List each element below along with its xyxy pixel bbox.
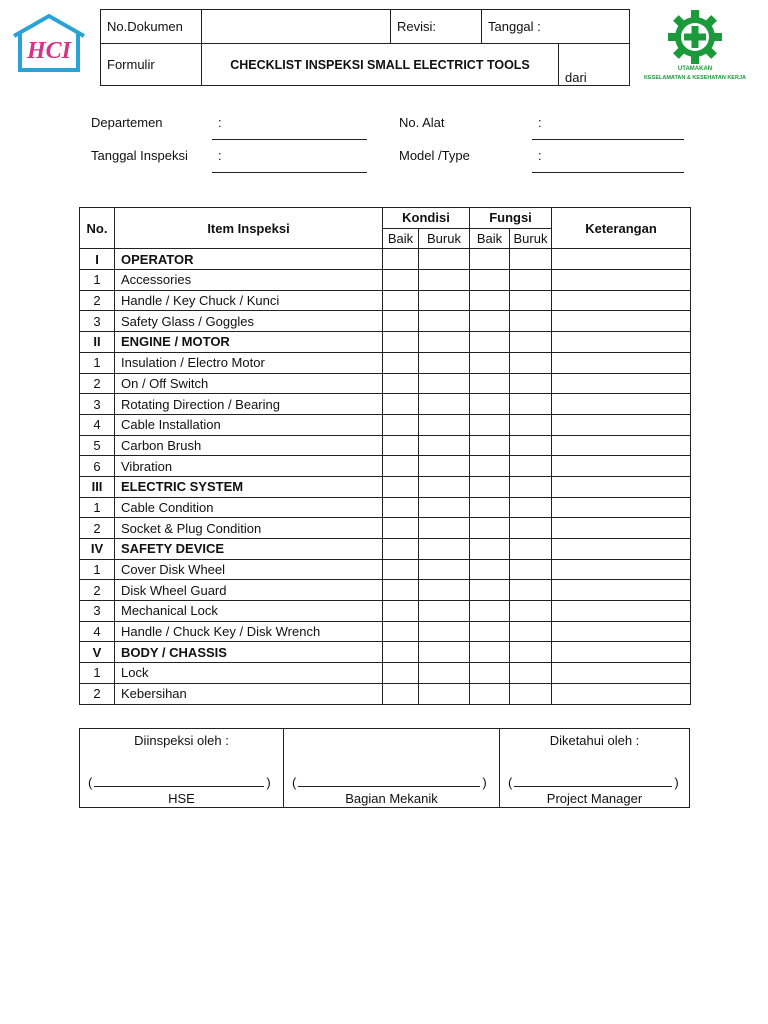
fungsi-baik-cell[interactable] (470, 270, 510, 291)
table-row (80, 601, 691, 622)
fungsi-buruk-cell[interactable] (510, 270, 552, 291)
keterangan-cell[interactable] (552, 518, 691, 539)
table-row (80, 394, 691, 415)
row-item: Accessories (115, 270, 383, 291)
keterangan-cell[interactable] (552, 683, 691, 704)
section-row (80, 642, 691, 663)
keterangan-cell[interactable] (552, 476, 691, 497)
keterangan-cell[interactable] (552, 373, 691, 394)
kondisi-baik-cell[interactable] (383, 621, 419, 642)
row-number: 4 (80, 621, 115, 642)
row-number: 2 (80, 580, 115, 601)
kondisi-buruk-cell[interactable] (419, 580, 470, 601)
fungsi-buruk-cell[interactable] (510, 621, 552, 642)
fungsi-baik-cell[interactable] (470, 290, 510, 311)
paren-close: ) (482, 775, 487, 790)
fungsi-buruk-cell[interactable] (510, 414, 552, 435)
row-item: Mechanical Lock (115, 601, 383, 622)
model-type-colon: : (538, 148, 542, 163)
fungsi-buruk-cell[interactable] (510, 663, 552, 684)
fungsi-baik-cell[interactable] (470, 332, 510, 353)
col-no: No. (80, 208, 115, 249)
no-alat-field[interactable] (532, 139, 684, 140)
sig-mekanik (284, 729, 500, 808)
kondisi-buruk-cell[interactable] (419, 476, 470, 497)
fungsi-buruk-cell[interactable] (510, 580, 552, 601)
keterangan-cell[interactable] (552, 497, 691, 518)
row-number: 1 (80, 270, 115, 291)
fungsi-buruk-cell[interactable] (510, 311, 552, 332)
keterangan-cell[interactable] (552, 559, 691, 580)
kondisi-baik-cell[interactable] (383, 270, 419, 291)
fungsi-baik-cell[interactable] (470, 559, 510, 580)
row-number: V (80, 642, 115, 663)
row-item: Cable Condition (115, 497, 383, 518)
row-item: Safety Glass / Goggles (115, 311, 383, 332)
row-number: 3 (80, 601, 115, 622)
fungsi-baik-cell[interactable] (470, 683, 510, 704)
table-row (80, 373, 691, 394)
kondisi-buruk-cell[interactable] (419, 683, 470, 704)
kondisi-baik-cell[interactable] (383, 435, 419, 456)
no-alat-colon: : (538, 115, 542, 130)
keterangan-cell[interactable] (552, 580, 691, 601)
table-row (80, 683, 691, 704)
fungsi-buruk-cell[interactable] (510, 394, 552, 415)
table-row (80, 414, 691, 435)
kondisi-buruk-cell[interactable] (419, 290, 470, 311)
mekanik-label: Bagian Mekanik (345, 791, 438, 806)
row-item: Handle / Key Chuck / Kunci (115, 290, 383, 311)
fungsi-buruk-cell[interactable] (510, 249, 552, 270)
document-header (100, 9, 630, 86)
row-number: 1 (80, 497, 115, 518)
row-item: Cable Installation (115, 414, 383, 435)
section-row (80, 249, 691, 270)
row-number: II (80, 332, 115, 353)
keterangan-cell[interactable] (552, 642, 691, 663)
fungsi-baik-cell[interactable] (470, 663, 510, 684)
kondisi-baik-cell[interactable] (383, 497, 419, 518)
no-dokumen-label: No.Dokumen (101, 10, 202, 44)
kondisi-buruk-cell[interactable] (419, 435, 470, 456)
col-kondisi-baik: Baik (383, 228, 419, 249)
fungsi-buruk-cell[interactable] (510, 435, 552, 456)
row-item: SAFETY DEVICE (115, 539, 383, 560)
kondisi-buruk-cell[interactable] (419, 414, 470, 435)
kondisi-baik-cell[interactable] (383, 683, 419, 704)
mekanik-signature-line[interactable] (298, 786, 480, 787)
inspection-table (79, 207, 691, 705)
no-dokumen-value[interactable] (202, 10, 391, 44)
row-item: Vibration (115, 456, 383, 477)
row-item: Kebersihan (115, 683, 383, 704)
fungsi-baik-cell[interactable] (470, 476, 510, 497)
keterangan-cell[interactable] (552, 394, 691, 415)
row-item: Insulation / Electro Motor (115, 352, 383, 373)
fungsi-baik-cell[interactable] (470, 580, 510, 601)
table-row (80, 580, 691, 601)
table-row (80, 270, 691, 291)
tanggal-inspeksi-colon: : (218, 148, 222, 163)
revisi-label: Revisi: (391, 10, 482, 44)
kondisi-baik-cell[interactable] (383, 663, 419, 684)
kondisi-buruk-cell[interactable] (419, 270, 470, 291)
table-row (80, 456, 691, 477)
kondisi-buruk-cell[interactable] (419, 601, 470, 622)
fungsi-buruk-cell[interactable] (510, 683, 552, 704)
sig-manager (500, 729, 690, 808)
fungsi-buruk-cell[interactable] (510, 497, 552, 518)
keterangan-cell[interactable] (552, 414, 691, 435)
kondisi-baik-cell[interactable] (383, 456, 419, 477)
table-row (80, 621, 691, 642)
section-row (80, 476, 691, 497)
section-row (80, 539, 691, 560)
signature-table (79, 728, 690, 808)
k3-logo-line2: KESELAMATAN & KESEHATAN KERJA (644, 75, 746, 81)
kondisi-buruk-cell[interactable] (419, 497, 470, 518)
kondisi-baik-cell[interactable] (383, 580, 419, 601)
fungsi-baik-cell[interactable] (470, 497, 510, 518)
keterangan-cell[interactable] (552, 249, 691, 270)
row-item: On / Off Switch (115, 373, 383, 394)
fungsi-baik-cell[interactable] (470, 373, 510, 394)
keterangan-cell[interactable] (552, 621, 691, 642)
row-item: Handle / Chuck Key / Disk Wrench (115, 621, 383, 642)
fungsi-buruk-cell[interactable] (510, 601, 552, 622)
col-kondisi-buruk: Buruk (419, 228, 470, 249)
table-row (80, 663, 691, 684)
sig-inspector (80, 729, 284, 808)
fungsi-baik-cell[interactable] (470, 414, 510, 435)
diinspeksi-label: Diinspeksi oleh : (134, 733, 229, 748)
formulir-label: Formulir (101, 44, 202, 86)
dari-label: dari (559, 44, 630, 86)
kondisi-buruk-cell[interactable] (419, 539, 470, 560)
departemen-colon: : (218, 115, 222, 130)
kondisi-buruk-cell[interactable] (419, 332, 470, 353)
row-item: Socket & Plug Condition (115, 518, 383, 539)
paren-open: ( (88, 775, 93, 790)
kondisi-baik-cell[interactable] (383, 539, 419, 560)
paren-close: ) (266, 775, 271, 790)
col-fungsi-baik: Baik (470, 228, 510, 249)
table-row (80, 290, 691, 311)
kondisi-baik-cell[interactable] (383, 642, 419, 663)
table-row (80, 352, 691, 373)
tanggal-label: Tanggal : (482, 10, 630, 44)
diketahui-label: Diketahui oleh : (549, 733, 640, 748)
fungsi-baik-cell[interactable] (470, 539, 510, 560)
tanggal-inspeksi-field[interactable] (212, 172, 367, 173)
row-number: 4 (80, 414, 115, 435)
row-number: III (80, 476, 115, 497)
model-type-label: Model /Type (399, 148, 470, 163)
kondisi-baik-cell[interactable] (383, 394, 419, 415)
col-keterangan: Keterangan (552, 208, 691, 249)
row-number: IV (80, 539, 115, 560)
keterangan-cell[interactable] (552, 352, 691, 373)
kondisi-buruk-cell[interactable] (419, 621, 470, 642)
kondisi-baik-cell[interactable] (383, 290, 419, 311)
fungsi-buruk-cell[interactable] (510, 518, 552, 539)
row-number: 3 (80, 311, 115, 332)
col-fungsi: Fungsi (470, 208, 552, 229)
hse-label: HSE (168, 791, 195, 806)
col-fungsi-buruk: Buruk (510, 228, 552, 249)
row-number: 1 (80, 663, 115, 684)
departemen-label: Departemen (91, 115, 163, 130)
row-number: 2 (80, 683, 115, 704)
keterangan-cell[interactable] (552, 332, 691, 353)
row-number: I (80, 249, 115, 270)
keterangan-cell[interactable] (552, 601, 691, 622)
k3-logo (633, 10, 757, 84)
model-type-field[interactable] (532, 172, 684, 173)
company-logo (10, 12, 88, 74)
keterangan-cell[interactable] (552, 663, 691, 684)
row-number: 2 (80, 373, 115, 394)
fungsi-baik-cell[interactable] (470, 601, 510, 622)
kondisi-buruk-cell[interactable] (419, 394, 470, 415)
kondisi-baik-cell[interactable] (383, 601, 419, 622)
keterangan-cell[interactable] (552, 270, 691, 291)
kondisi-baik-cell[interactable] (383, 518, 419, 539)
row-item: ELECTRIC SYSTEM (115, 476, 383, 497)
row-number: 1 (80, 559, 115, 580)
fungsi-baik-cell[interactable] (470, 456, 510, 477)
table-row (80, 518, 691, 539)
kondisi-buruk-cell[interactable] (419, 311, 470, 332)
row-number: 2 (80, 290, 115, 311)
table-row (80, 435, 691, 456)
kondisi-buruk-cell[interactable] (419, 559, 470, 580)
row-item: OPERATOR (115, 249, 383, 270)
row-number: 6 (80, 456, 115, 477)
fungsi-buruk-cell[interactable] (510, 373, 552, 394)
kondisi-buruk-cell[interactable] (419, 456, 470, 477)
fungsi-baik-cell[interactable] (470, 435, 510, 456)
kondisi-baik-cell[interactable] (383, 311, 419, 332)
table-row (80, 559, 691, 580)
fungsi-baik-cell[interactable] (470, 621, 510, 642)
kondisi-baik-cell[interactable] (383, 559, 419, 580)
row-number: 3 (80, 394, 115, 415)
kondisi-buruk-cell[interactable] (419, 663, 470, 684)
document-title: CHECKLIST INSPEKSI SMALL ELECTRICT TOOLS (202, 44, 559, 86)
fungsi-buruk-cell[interactable] (510, 290, 552, 311)
fungsi-buruk-cell[interactable] (510, 539, 552, 560)
row-item: Rotating Direction / Bearing (115, 394, 383, 415)
fungsi-baik-cell[interactable] (470, 518, 510, 539)
logo-text: HCI (26, 38, 72, 64)
fungsi-buruk-cell[interactable] (510, 456, 552, 477)
kondisi-buruk-cell[interactable] (419, 642, 470, 663)
kondisi-baik-cell[interactable] (383, 414, 419, 435)
col-kondisi: Kondisi (383, 208, 470, 229)
fungsi-baik-cell[interactable] (470, 249, 510, 270)
section-row (80, 332, 691, 353)
row-item: Cover Disk Wheel (115, 559, 383, 580)
row-item: Lock (115, 663, 383, 684)
keterangan-cell[interactable] (552, 539, 691, 560)
fungsi-baik-cell[interactable] (470, 311, 510, 332)
kondisi-baik-cell[interactable] (383, 332, 419, 353)
kondisi-buruk-cell[interactable] (419, 249, 470, 270)
fungsi-buruk-cell[interactable] (510, 352, 552, 373)
fungsi-buruk-cell[interactable] (510, 476, 552, 497)
paren-open: ( (508, 775, 513, 790)
fungsi-baik-cell[interactable] (470, 352, 510, 373)
table-row (80, 311, 691, 332)
fungsi-buruk-cell[interactable] (510, 332, 552, 353)
no-alat-label: No. Alat (399, 115, 445, 130)
row-number: 1 (80, 352, 115, 373)
keterangan-cell[interactable] (552, 290, 691, 311)
row-number: 5 (80, 435, 115, 456)
departemen-field[interactable] (212, 139, 367, 140)
keterangan-cell[interactable] (552, 456, 691, 477)
kondisi-baik-cell[interactable] (383, 352, 419, 373)
paren-close: ) (674, 775, 679, 790)
table-row (80, 497, 691, 518)
row-item: Disk Wheel Guard (115, 580, 383, 601)
fungsi-baik-cell[interactable] (470, 642, 510, 663)
kondisi-baik-cell[interactable] (383, 476, 419, 497)
kondisi-buruk-cell[interactable] (419, 352, 470, 373)
kondisi-buruk-cell[interactable] (419, 518, 470, 539)
pm-signature-line[interactable] (514, 786, 672, 787)
k3-logo-line1: UTAMAKAN (677, 66, 713, 72)
paren-open: ( (292, 775, 297, 790)
kondisi-buruk-cell[interactable] (419, 373, 470, 394)
row-number: 2 (80, 518, 115, 539)
row-item: BODY / CHASSIS (115, 642, 383, 663)
fungsi-buruk-cell[interactable] (510, 559, 552, 580)
kondisi-baik-cell[interactable] (383, 249, 419, 270)
row-item: ENGINE / MOTOR (115, 332, 383, 353)
row-item: Carbon Brush (115, 435, 383, 456)
keterangan-cell[interactable] (552, 435, 691, 456)
fungsi-buruk-cell[interactable] (510, 642, 552, 663)
tanggal-inspeksi-label: Tanggal Inspeksi (91, 148, 188, 163)
hse-signature-line[interactable] (94, 786, 264, 787)
pm-label: Project Manager (546, 791, 643, 806)
kondisi-baik-cell[interactable] (383, 373, 419, 394)
keterangan-cell[interactable] (552, 311, 691, 332)
col-item: Item Inspeksi (115, 208, 383, 249)
fungsi-baik-cell[interactable] (470, 394, 510, 415)
